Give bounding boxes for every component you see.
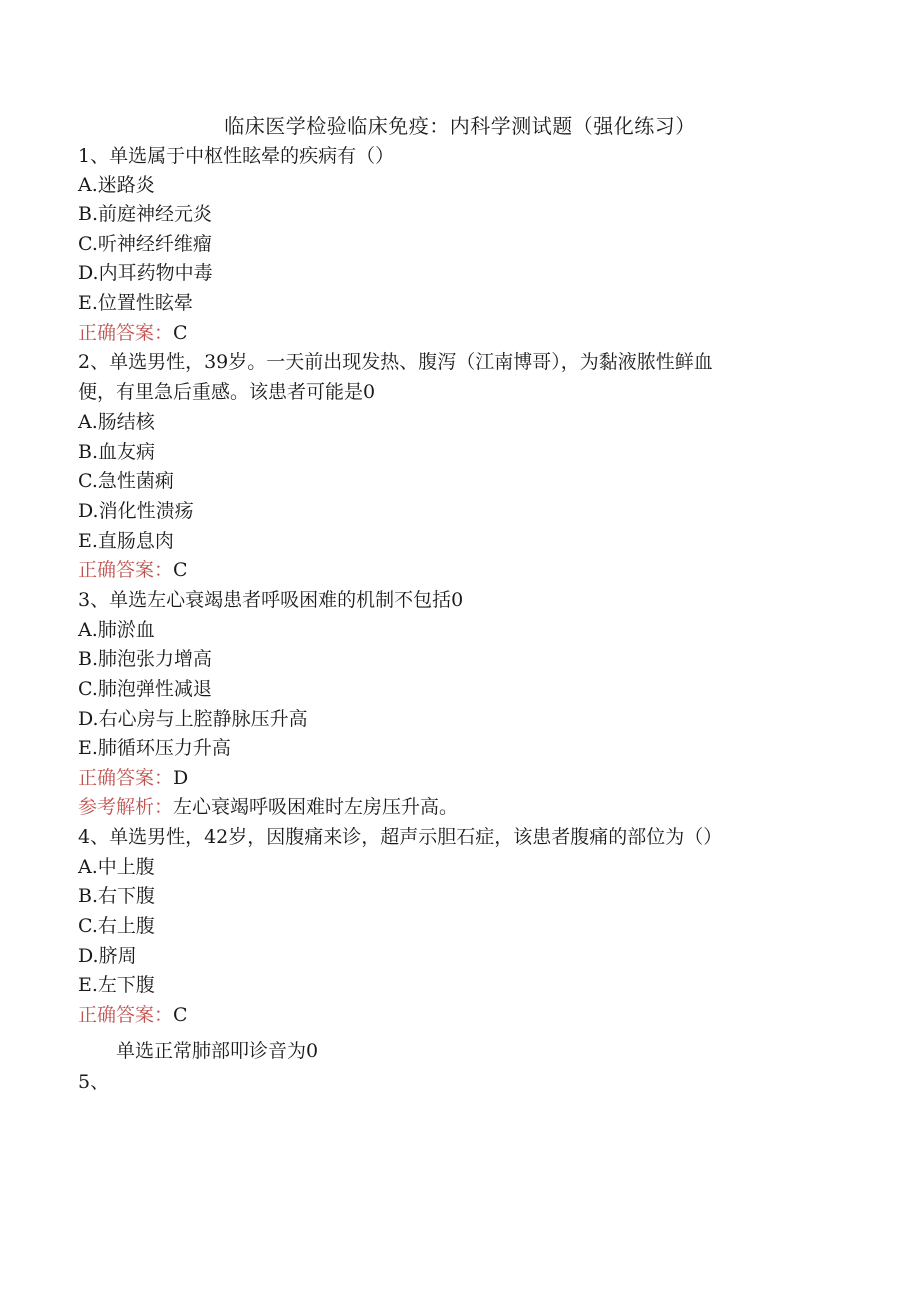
- question-2-option-b: B.血友病: [78, 441, 156, 463]
- question-2-stem-line-1: 2、单选男性，39岁。一天前出现发热、腹泻（江南博哥），为黏液脓性鲜血: [78, 351, 713, 373]
- question-4-stem: 4、单选男性，42岁，因腹痛来诊，超声示胆石症，该患者腹痛的部位为（）: [78, 826, 723, 848]
- question-2-option-c: C.急性菌痢: [78, 470, 174, 492]
- question-4-option-d: D.脐周: [78, 945, 137, 967]
- question-1-option-c: C.听神经纤维瘤: [78, 233, 212, 255]
- question-4-option-e: E.左下腹: [78, 974, 155, 996]
- answer-label: 正确答案：: [78, 322, 174, 344]
- question-3-analysis: [78, 793, 858, 821]
- question-2-option-d: D.消化性溃疡: [78, 500, 194, 522]
- analysis-label: 参考解析：: [78, 796, 174, 818]
- question-3-option-c: C.肺泡弹性减退: [78, 678, 212, 700]
- question-4-option-a: A.中上腹: [78, 856, 155, 878]
- answer-value: D: [173, 767, 189, 789]
- answer-label: 正确答案：: [78, 1004, 174, 1026]
- question-1-answer: [78, 319, 858, 347]
- question-4-option-c: C.右上腹: [78, 915, 155, 937]
- question-2-option-a: A.肠结核: [78, 411, 155, 433]
- question-5-stem: 单选正常肺部叩诊音为0: [116, 1040, 319, 1062]
- question-3-stem: 3、单选左心衰竭患者呼吸困难的机制不包括0: [78, 589, 464, 611]
- question-4-option-b: B.右下腹: [78, 885, 156, 907]
- answer-label: 正确答案：: [78, 767, 174, 789]
- question-4-answer: [78, 1001, 858, 1029]
- answer-value: C: [173, 559, 188, 581]
- analysis-text: 左心衰竭呼吸困难时左房压升高。: [173, 796, 459, 818]
- question-3-option-e: E.肺循环压力升高: [78, 737, 231, 759]
- question-3-option-d: D.右心房与上腔静脉压升高: [78, 708, 308, 730]
- question-1-option-a: A.迷路炎: [78, 174, 155, 196]
- question-1-option-d: D.内耳药物中毒: [78, 262, 213, 284]
- question-1-option-b: B.前庭神经元炎: [78, 203, 213, 225]
- question-3-option-b: B.肺泡张力增高: [78, 648, 213, 670]
- document-title: 临床医学检验临床免疫：内科学测试题（强化练习）: [224, 114, 696, 138]
- question-1-option-e: E.位置性眩晕: [78, 292, 193, 314]
- answer-label: 正确答案：: [78, 559, 174, 581]
- question-3-answer: [78, 764, 858, 792]
- question-3-option-a: A.肺淤血: [78, 619, 155, 641]
- question-1-stem: 1、单选属于中枢性眩晕的疾病有（）: [78, 145, 395, 167]
- question-2-option-e: E.直肠息肉: [78, 530, 174, 552]
- answer-value: C: [173, 322, 188, 344]
- answer-value: C: [173, 1004, 188, 1026]
- question-5-number: 5、: [78, 1071, 110, 1093]
- question-2-answer: [78, 556, 858, 584]
- question-2-stem-line-2: 便，有里急后重感。该患者可能是0: [78, 381, 376, 403]
